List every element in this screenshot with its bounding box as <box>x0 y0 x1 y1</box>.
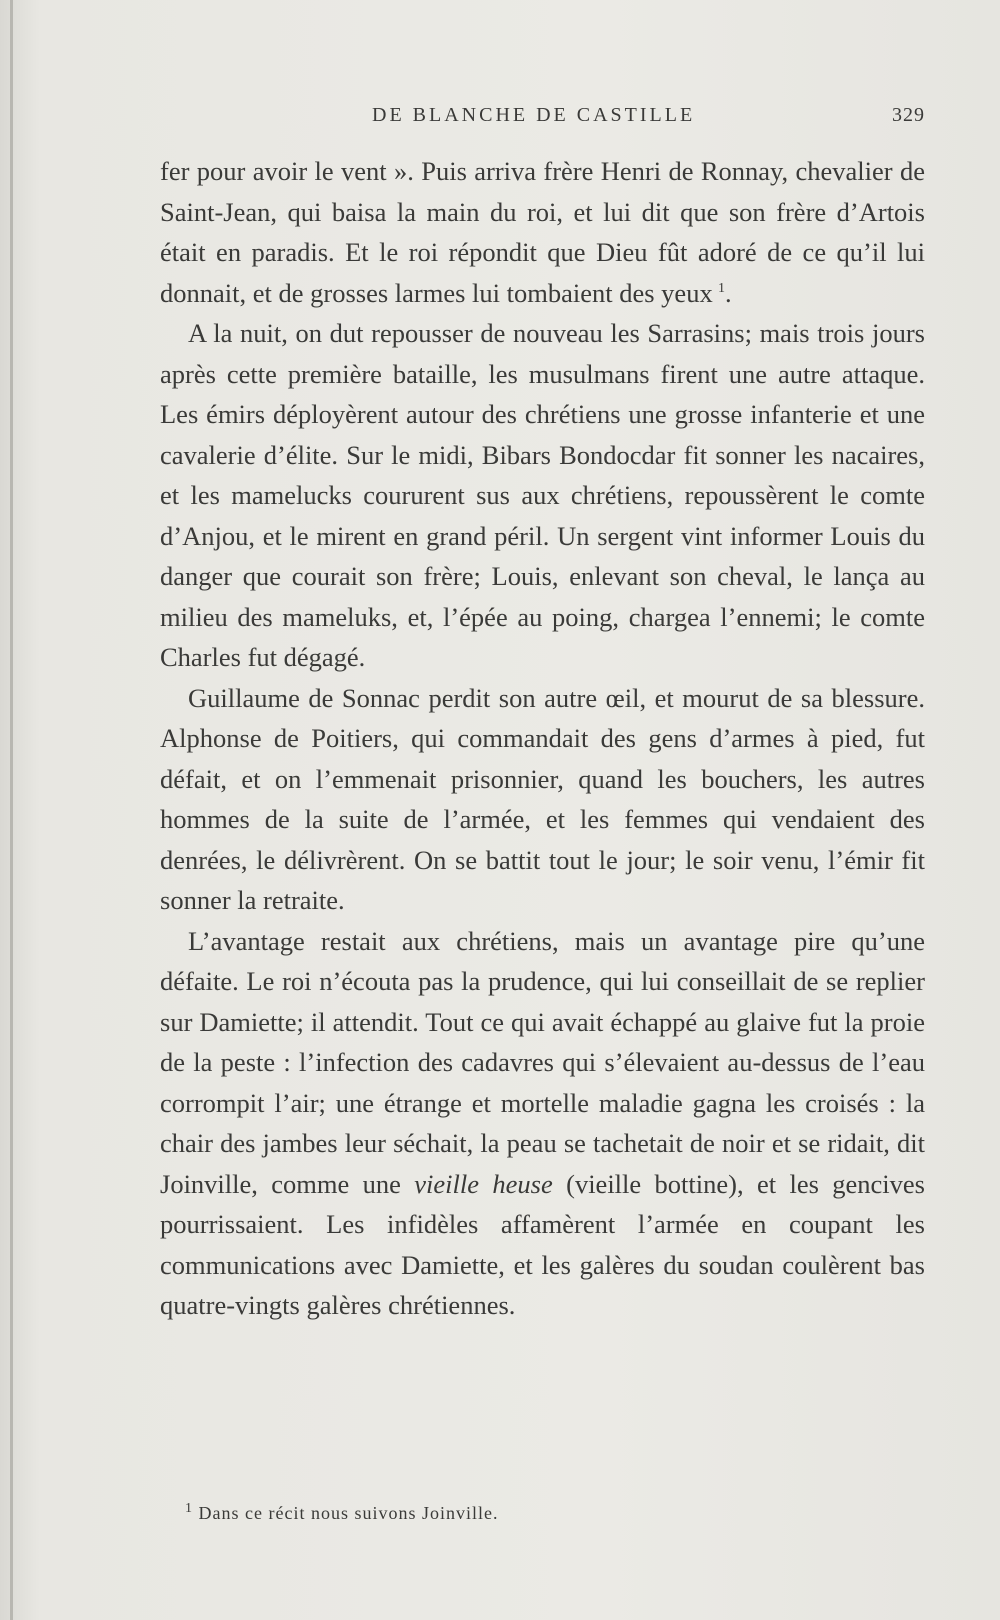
footnote <box>185 1503 498 1524</box>
italic-phrase: vieille heuse <box>414 1168 553 1199</box>
page-number: 329 <box>892 104 925 126</box>
body-text <box>160 151 925 1326</box>
footnote-reference: 1 <box>718 280 726 296</box>
footnote-mark: 1 <box>185 1501 193 1516</box>
paragraph-2: A la nuit, on dut repousser de nouveau les Sarrasins; mais trois jours après cette première bataille, les musulmans firent une autre attaque. Les émirs déployèrent autour des chrétiens une grosse infanterie et une cavalerie d’élite. Sur le midi, Bibars Bondocdar fit sonner les nacaires, et les mamelucks coururent sus aux chrétiens, repoussèrent le comte d’Anjou, et le mirent en grand péril. Un sergent vint informer Louis du danger que courait son frère; Louis, enlevant son cheval, le lança au milieu des mameluks, et, l’épée au poing, chargea l’ennemi; le comte Charles fut dégagé. <box>160 318 925 672</box>
paragraph-1 <box>160 151 925 313</box>
paragraph-3: Guillaume de Sonnac perdit son autre œil, et mourut de sa blessure. Alphonse de Poitiers, qui commandait des gens d’armes à pied, fut défait, et on l’emmenait prisonnier, quand les bouchers, les autres hommes de la suite de l’armée, et les femmes qui vendaient des denrées, le délivrèrent. On se battit tout le jour; le soir venu, l’émir fit sonner la retraite. <box>160 682 925 915</box>
paragraph-1-text: fer pour avoir le vent ». Puis arriva frère Henri de Ronnay, chevalier de Saint-Jean, qui baisa la main du roi, et lui dit que son frère d’Artois était en paradis. Et le roi répondit que Dieu fût adoré de ce qu’il lui donnait, et de grosses larmes lui tombaient des yeux <box>160 156 925 308</box>
paragraph-4 <box>160 921 925 1326</box>
paragraph-4-text-b: (vieille bottine), et les gencives pourrissaient. Les infidèles affamèrent l’armée en coupant les communications avec Damiette, et les galères du soudan coulèrent bas quatre-vingts galères chrétiennes. <box>160 1168 925 1320</box>
page-binding-edge <box>10 0 13 1620</box>
paragraph-4-text-a: L’avantage restait aux chrétiens, mais un avantage pire qu’une défaite. Le roi n’écouta pas la prudence, qui lui conseillait de se replier sur Damiette; il attendit. Tout ce qui avait échappé au glaive fut la proie de la peste : l’infection des cadavres qui s’élevaient au-dessus de l’eau corrompit l’air; une étrange et mortelle maladie gagna les croisés : la chair des jambes leur séchait, la peau se tachetait de noir et se ridait, dit Joinville, comme une <box>160 925 925 1199</box>
running-head: DE BLANCHE DE CASTILLE <box>372 104 696 126</box>
paragraph-1-end: . <box>725 277 732 308</box>
page-header <box>160 104 925 134</box>
footnote-text: Dans ce récit nous suivons Joinville. <box>198 1503 499 1523</box>
